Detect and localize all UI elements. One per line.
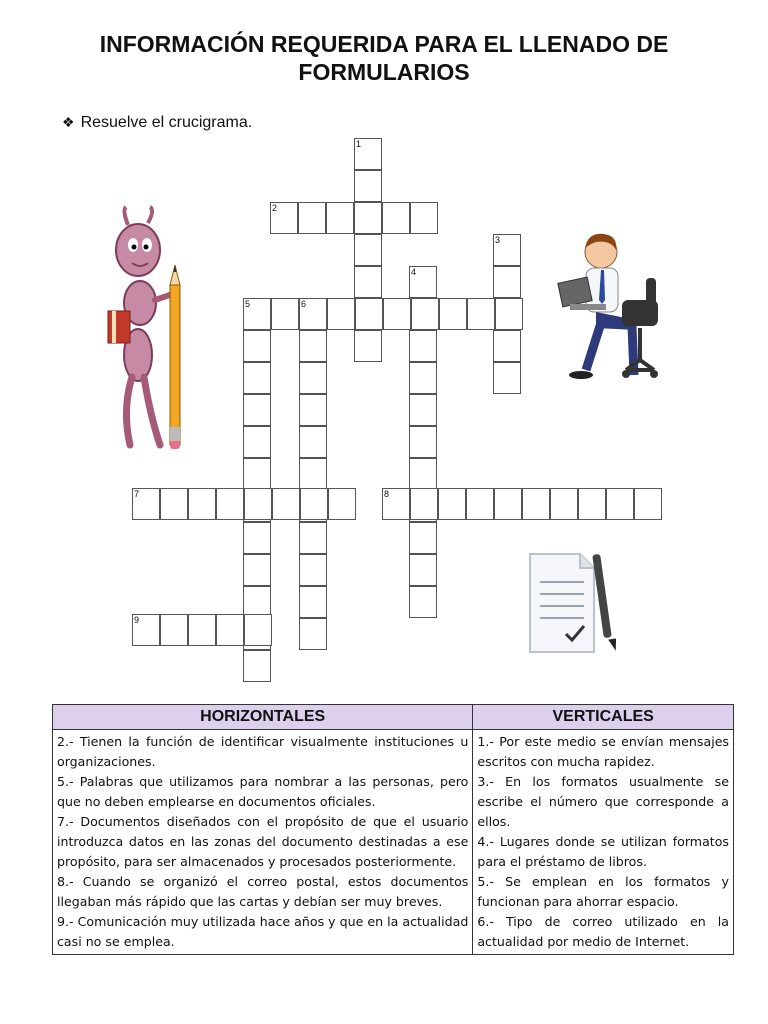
- crossword-cell[interactable]: [438, 488, 466, 520]
- clue-number-label: 7: [134, 489, 140, 499]
- crossword-cell[interactable]: [299, 394, 327, 426]
- crossword-cell[interactable]: [354, 234, 382, 266]
- crossword-cell[interactable]: [354, 202, 382, 234]
- horizontal-header: HORIZONTALES: [53, 705, 473, 730]
- crossword-cell[interactable]: [326, 202, 354, 234]
- crossword-cell[interactable]: [522, 488, 550, 520]
- vertical-header: VERTICALES: [473, 705, 734, 730]
- clue-number-label: 8: [384, 489, 390, 499]
- crossword-cell[interactable]: [409, 394, 437, 426]
- crossword-cell[interactable]: [495, 298, 523, 330]
- ant-with-pencil-illustration: [100, 205, 195, 460]
- crossword-cell[interactable]: [409, 426, 437, 458]
- crossword-cell[interactable]: [299, 362, 327, 394]
- vertical-clues: [473, 730, 734, 955]
- crossword-cell[interactable]: [298, 202, 326, 234]
- crossword-cell[interactable]: [327, 298, 355, 330]
- clue-vertical-3: 3.- En los formatos usualmente se escribe el número que corresponde a ellos.: [477, 774, 729, 829]
- crossword-cell[interactable]: [243, 362, 271, 394]
- crossword-cell[interactable]: [243, 650, 271, 682]
- crossword-cell[interactable]: [243, 522, 271, 554]
- crossword-cell[interactable]: [299, 458, 327, 490]
- crossword-cell[interactable]: [355, 298, 383, 330]
- clue-number-label: 3: [495, 235, 501, 245]
- crossword-cell[interactable]: [382, 202, 410, 234]
- crossword-cell[interactable]: [160, 488, 188, 520]
- crossword-cell[interactable]: [216, 488, 244, 520]
- crossword-cell[interactable]: [244, 488, 272, 520]
- crossword-cell[interactable]: [409, 522, 437, 554]
- crossword-cell[interactable]: [188, 614, 216, 646]
- crossword-cell[interactable]: [328, 488, 356, 520]
- instruction-text: Resuelve el crucigrama.: [80, 114, 253, 131]
- clue-number-label: 9: [134, 615, 140, 625]
- crossword-cell[interactable]: [299, 330, 327, 362]
- clue-vertical-5: 5.- Se emplean en los formatos y funcionan para ahorrar espacio.: [477, 874, 729, 909]
- crossword-cell[interactable]: [409, 554, 437, 586]
- clue-number-label: 1: [356, 139, 362, 149]
- crossword-cell[interactable]: [299, 586, 327, 618]
- crossword-cell[interactable]: [160, 614, 188, 646]
- page-title: INFORMACIÓN REQUERIDA PARA EL LLENADO DE FORMULARIOS: [99, 31, 669, 85]
- crossword-cell[interactable]: [409, 458, 437, 490]
- crossword-cell[interactable]: [410, 488, 438, 520]
- crossword-cell[interactable]: [299, 554, 327, 586]
- crossword-cell[interactable]: [606, 488, 634, 520]
- crossword-cell[interactable]: [467, 298, 495, 330]
- crossword-cell[interactable]: [243, 330, 271, 362]
- crossword-cell[interactable]: [411, 298, 439, 330]
- crossword-cell[interactable]: [493, 330, 521, 362]
- clue-horizontal-8: 8.- Cuando se organizó el correo postal, estos documentos llegaban más rápido que las cartas y debían ser muy breves.: [57, 874, 469, 909]
- crossword-cell[interactable]: [299, 522, 327, 554]
- crossword-cell[interactable]: [409, 586, 437, 618]
- person-at-laptop-illustration: [556, 230, 666, 390]
- diamond-bullet-icon: ❖: [62, 114, 75, 130]
- horizontal-clues: [53, 730, 473, 955]
- crossword-cell[interactable]: [299, 426, 327, 458]
- crossword-cell[interactable]: [243, 554, 271, 586]
- crossword-cell[interactable]: [354, 170, 382, 202]
- clue-horizontal-2: 2.- Tienen la función de identificar visualmente instituciones u organizaciones.: [57, 734, 469, 769]
- crossword-cell[interactable]: [383, 298, 411, 330]
- crossword-cell[interactable]: [354, 330, 382, 362]
- crossword-cell[interactable]: [634, 488, 662, 520]
- crossword-cell[interactable]: [578, 488, 606, 520]
- clue-number-label: 5: [245, 299, 251, 309]
- clue-number-label: 4: [411, 267, 417, 277]
- crossword-cell[interactable]: [188, 488, 216, 520]
- clue-horizontal-7: 7.- Documentos diseñados con el propósito de que el usuario introduzca datos en las zonas del documento destinadas a ese propósito, para ser almacenados y procesados posteriormente.: [57, 814, 469, 869]
- crossword-cell[interactable]: [243, 426, 271, 458]
- crossword-cell[interactable]: [299, 618, 327, 650]
- clues-table: [52, 704, 734, 955]
- clue-vertical-1: 1.- Por este medio se envían mensajes escritos con mucha rapidez.: [477, 734, 729, 769]
- crossword-cell[interactable]: [494, 488, 522, 520]
- document-checkmark-icon: [524, 548, 619, 660]
- clue-horizontal-9: 9.- Comunicación muy utilizada hace años y que en la actualidad casi no se emplea.: [57, 914, 469, 949]
- clue-vertical-4: 4.- Lugares donde se utilizan formatos para el préstamo de libros.: [477, 834, 729, 869]
- crossword-cell[interactable]: [243, 394, 271, 426]
- crossword-cell[interactable]: [354, 266, 382, 298]
- crossword-cell[interactable]: [550, 488, 578, 520]
- crossword-cell[interactable]: [300, 488, 328, 520]
- crossword-cell[interactable]: [216, 614, 244, 646]
- crossword-cell[interactable]: [271, 298, 299, 330]
- crossword-cell[interactable]: [493, 362, 521, 394]
- crossword-cell[interactable]: [243, 458, 271, 490]
- clue-number-label: 6: [301, 299, 307, 309]
- clue-horizontal-5: 5.- Palabras que utilizamos para nombrar a las personas, pero que no deben emplearse en documentos oficiales.: [57, 774, 469, 809]
- clue-number-label: 2: [272, 203, 278, 213]
- crossword-cell[interactable]: [439, 298, 467, 330]
- clue-vertical-6: 6.- Tipo de correo utilizado en la actualidad por medio de Internet.: [477, 914, 729, 949]
- crossword-cell[interactable]: [493, 266, 521, 298]
- crossword-cell[interactable]: [244, 614, 272, 646]
- crossword-cell[interactable]: [409, 362, 437, 394]
- crossword-cell[interactable]: [410, 202, 438, 234]
- crossword-cell[interactable]: [466, 488, 494, 520]
- crossword-cell[interactable]: [272, 488, 300, 520]
- crossword-cell[interactable]: [409, 330, 437, 362]
